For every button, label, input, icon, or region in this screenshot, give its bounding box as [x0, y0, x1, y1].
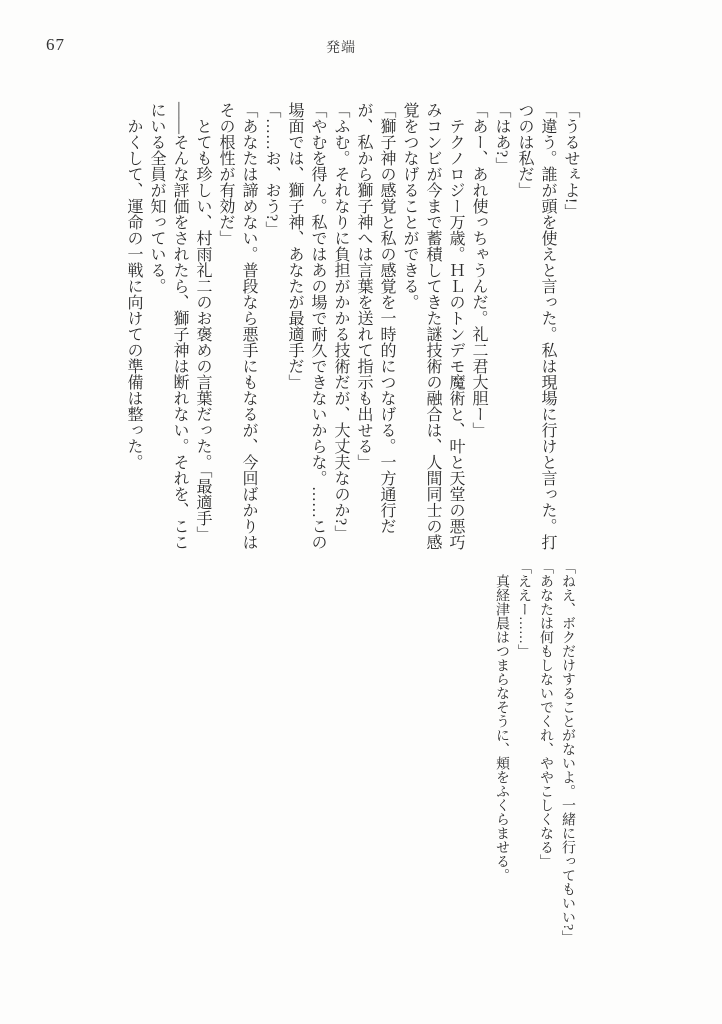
- text-block-lower: [490, 560, 578, 954]
- dialogue-line: 「……お、おう?」: [263, 102, 280, 238]
- dialogue-line: 「ふむ。それなりに負担がかかる技術だが、大丈夫なのか?」: [332, 102, 349, 542]
- dialogue-line: 「あなたは何もしないでくれ、ややこしくなる」: [538, 560, 553, 868]
- narration-line: 真経津晨はつまらなそうに、頬をふくらませる。: [494, 574, 509, 882]
- dialogue-line: 「違う。誰が頭を使えと言った。私は現場に行けと言った。打つのは私だ」: [516, 102, 556, 550]
- dialogue-line: 「やむを得ん。私ではあの場で耐久できないからな。……この場面では、獅子神、あなたが最適手だ」: [286, 102, 326, 550]
- dialogue-line: 「あー、あれ使っちゃうんだ。礼二君大胆ー」: [470, 102, 487, 438]
- dialogue-line: 「ええー……」: [516, 560, 531, 658]
- page-number: 67: [46, 35, 65, 54]
- narration-line: かくして、運命の一戦に向けての準備は整った。: [125, 118, 142, 470]
- dialogue-line: 「はあ?」: [493, 102, 510, 174]
- narration-line: とても珍しい、村雨礼二のお褒めの言葉だった。「最適手」——そんな評価をされたら、獅子神は断れない。それを、ここにいる全員が知っている。: [148, 102, 211, 550]
- dialogue-line: 「あなたは諦めない。普段なら悪手にもなるが、今回ばかりはその根性が有効だ」: [217, 102, 257, 550]
- dialogue-line: 「獅子神の感覚と私の感覚を一時的につなげる。一方通行だが、私から獅子神へは言葉を送れて指示も出せる」: [355, 102, 395, 534]
- dialogue-line: 「うるせぇよ!」: [562, 102, 579, 220]
- running-title: 発端: [326, 41, 356, 56]
- dialogue-line: 「ねえ、ボクだけすることがないよ。一緒に行ってもいい?」: [560, 560, 575, 945]
- narration-line: テクノロジー万歳。ＨＬのトンデモ魔術と、叶と天堂の悪巧みコンビが今まで蓄積してきた謎技術の融合は、人間同士の感覚をつなげることができる。: [401, 102, 464, 550]
- text-block-upper: [122, 102, 582, 558]
